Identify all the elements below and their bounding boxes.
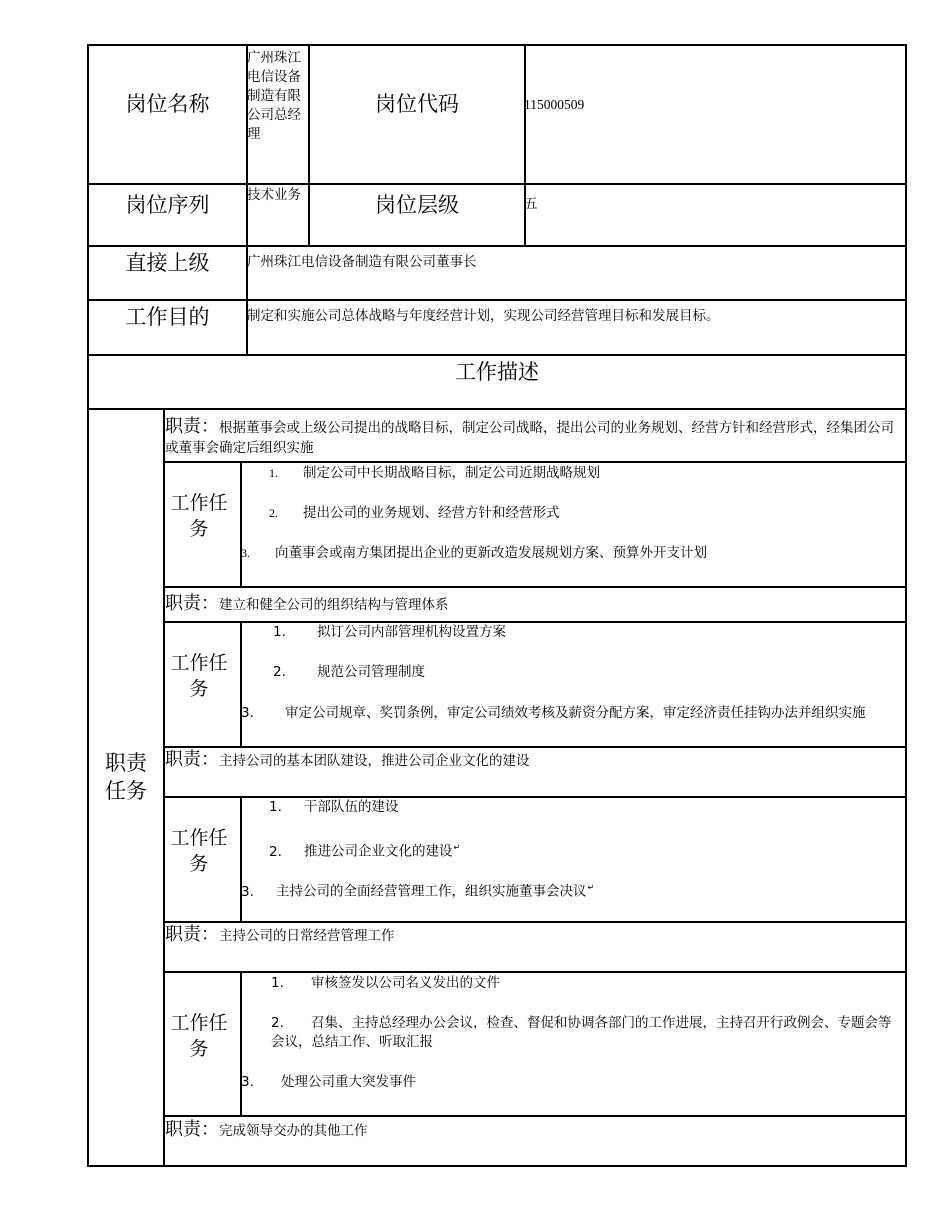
task-item: 1. 拟订公司内部管理机构设置方案 bbox=[273, 624, 506, 640]
task-item: 3. 向董事会或南方集团提出企业的更新改造发展规划方案、预算外开支计划 bbox=[241, 545, 707, 561]
task-label: 工作任务 bbox=[170, 492, 228, 540]
duty-label: 职责： bbox=[165, 1119, 219, 1140]
task-label: 工作任务 bbox=[170, 827, 228, 875]
work-description-title: 工作描述 bbox=[455, 359, 539, 384]
task-item: 3. 审定公司规章、奖罚条例，审定公司绩效考核及薪资分配方案，审定经济责任挂钩办法并组织实施 bbox=[241, 705, 866, 721]
task-item: 1. 干部队伍的建设 bbox=[269, 799, 399, 815]
task-item: 2. 提出公司的业务规划、经营方针和经营形式 bbox=[269, 505, 560, 521]
position-level-label: 岗位层级 bbox=[375, 192, 459, 217]
position-code-label: 岗位代码 bbox=[375, 92, 459, 116]
superior-label: 直接上级 bbox=[125, 250, 210, 275]
duty-text: 根据董事会或上级公司提出的战略目标，制定公司战略，提出公司的业务规划、经营方针和经营形式，经集团公司或董事会确定后组织实施 bbox=[165, 420, 894, 456]
task-item: 2. 召集、主持总经理办公会议，检查、督促和协调各部门的工作进展，主持召开行政例会、专题会等会议，总结工作、听取汇报 bbox=[271, 1015, 892, 1050]
task-item: 2. 规范公司管理制度 bbox=[273, 664, 425, 680]
position-series-label: 岗位序列 bbox=[125, 192, 210, 217]
duty-1 bbox=[165, 417, 897, 458]
duty-label: 职责： bbox=[165, 924, 219, 945]
duty-text: 主持公司的日常经营管理工作 bbox=[219, 928, 395, 944]
task-item: 3. 主持公司的全面经营管理工作，组织实施董事会决议↵ bbox=[241, 883, 595, 900]
position-level-value: 五 bbox=[524, 196, 538, 212]
purpose-label: 工作目的 bbox=[125, 304, 210, 329]
duty-text: 完成领导交办的其他工作 bbox=[219, 1123, 368, 1139]
position-name-label: 岗位名称 bbox=[125, 92, 210, 116]
superior-value: 广州珠江电信设备制造有限公司董事长 bbox=[247, 254, 477, 270]
duty-label: 职责： bbox=[165, 416, 219, 437]
task-label: 工作任务 bbox=[170, 652, 228, 700]
duty-label: 职责： bbox=[165, 593, 219, 614]
task-item: 1. 审核签发以公司名义发出的文件 bbox=[271, 975, 500, 991]
duty-5 bbox=[165, 1120, 897, 1141]
task-item: 1. 制定公司中长期战略目标，制定公司近期战略规划 bbox=[269, 465, 600, 481]
duty-2 bbox=[165, 594, 897, 615]
task-label: 工作任务 bbox=[170, 1012, 228, 1060]
task-item: 2. 推进公司企业文化的建设↵ bbox=[269, 843, 461, 860]
position-name-value: 广州珠江电信设备制造有限公司总经理 bbox=[247, 50, 301, 142]
position-code-value: 115000509 bbox=[524, 97, 585, 112]
duty-3 bbox=[165, 750, 897, 771]
position-series-value: 技术业务 bbox=[247, 187, 301, 203]
task-item: 3. 处理公司重大突发事件 bbox=[241, 1074, 416, 1090]
duty-text: 建立和健全公司的组织结构与管理体系 bbox=[219, 597, 449, 613]
duties-side-label: 职责任务 bbox=[105, 751, 147, 803]
duty-label: 职责： bbox=[165, 749, 219, 770]
duty-text: 主持公司的基本团队建设，推进公司企业文化的建设 bbox=[219, 753, 530, 769]
duty-4 bbox=[165, 925, 897, 946]
purpose-value: 制定和实施公司总体战略与年度经营计划，实现公司经营管理目标和发展目标。 bbox=[247, 308, 720, 324]
